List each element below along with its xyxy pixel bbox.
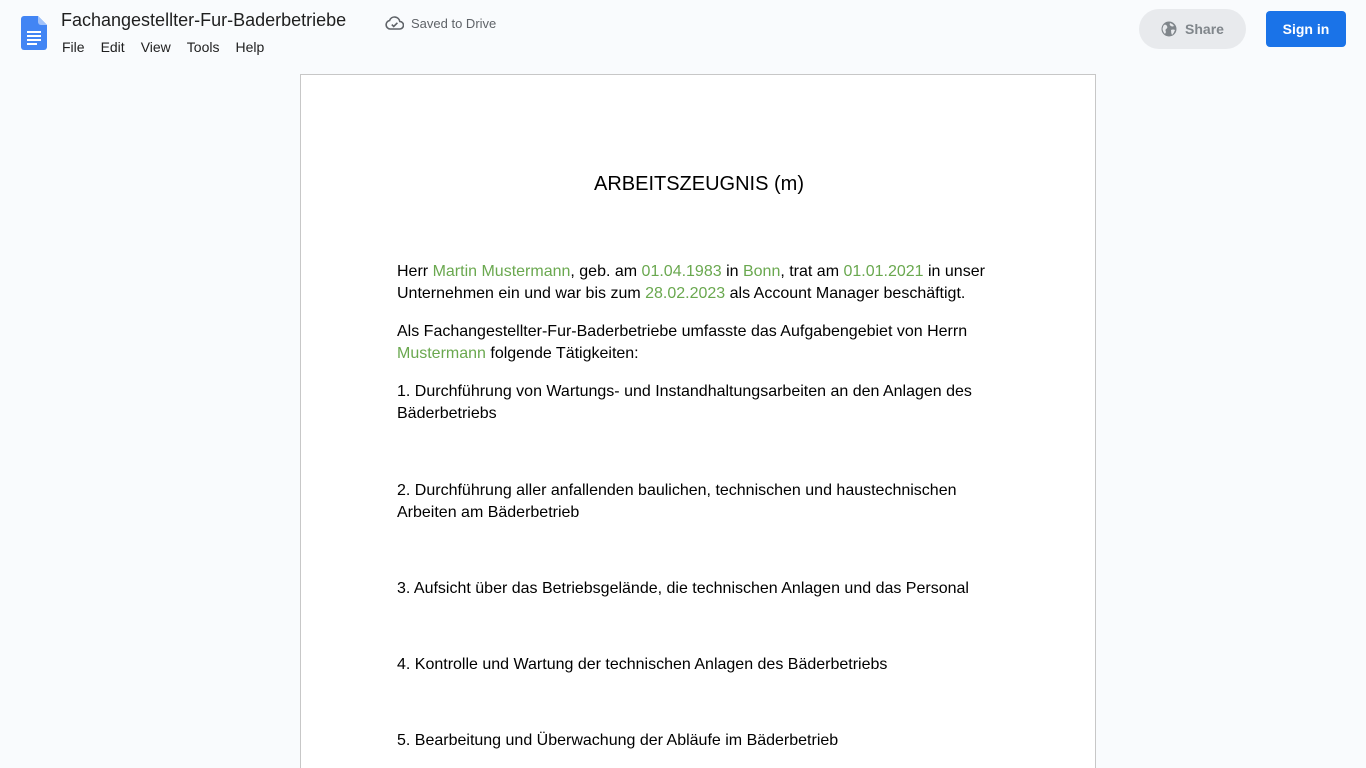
text-run: Herr — [397, 263, 433, 280]
globe-icon — [1161, 21, 1177, 37]
placeholder-birth-date: 01.04.1983 — [641, 263, 722, 280]
duty-item: 5. Bearbeitung und Überwachung der Abläufe im Bäderbetrieb — [397, 732, 839, 749]
document-page[interactable] — [300, 74, 1096, 768]
duty-item: 3. Aufsicht über das Betriebsgelände, die technischen Anlagen und das Personal — [397, 580, 969, 597]
intro-paragraph — [397, 261, 1001, 305]
menu-view[interactable]: View — [140, 39, 171, 55]
save-status-label: Saved to Drive — [411, 15, 497, 31]
menu-tools[interactable]: Tools — [186, 39, 220, 55]
sign-in-button[interactable]: Sign in — [1266, 11, 1346, 47]
placeholder-start-date: 01.01.2021 — [843, 263, 924, 280]
document-heading: ARBEITSZEUGNIS (m) — [593, 173, 804, 195]
save-status[interactable] — [385, 14, 496, 32]
text-run: Als Fachangestellter-Fur-Baderbetriebe umfasste das Aufgabengebiet von Herrn — [397, 323, 968, 340]
text-run: in unser Unternehmen ein und war bis zum — [397, 263, 985, 302]
placeholder-birth-place: Bonn — [742, 263, 781, 280]
cloud-done-icon — [385, 16, 404, 30]
share-button[interactable] — [1139, 9, 1246, 49]
placeholder-end-date: 28.02.2023 — [645, 285, 726, 302]
menu-file[interactable]: File — [62, 39, 85, 55]
app-header — [0, 0, 1366, 64]
placeholder-name: Martin Mustermann — [432, 263, 571, 280]
duty-item: 2. Durchführung aller anfallenden baulichen, technischen und haustechnischen Arbeiten am Bäderbetrieb — [397, 482, 957, 521]
placeholder-surname: Mustermann — [397, 345, 486, 362]
menu-bar — [54, 37, 272, 57]
menu-edit[interactable]: Edit — [100, 39, 125, 55]
docs-logo-icon[interactable] — [21, 16, 47, 50]
duties-intro-paragraph — [397, 321, 1001, 365]
text-run: als Account Manager beschäftigt. — [725, 285, 966, 302]
text-run: , trat am — [780, 263, 844, 280]
text-run: folgende Tätigkeiten: — [485, 345, 639, 362]
document-title[interactable]: Fachangestellter-Fur-Baderbetriebe — [61, 10, 347, 30]
text-run: , geb. am — [570, 263, 642, 280]
share-label: Share — [1185, 21, 1224, 37]
menu-help[interactable]: Help — [235, 39, 265, 55]
duty-item: 1. Durchführung von Wartungs- und Instandhaltungsarbeiten an den Anlagen des Bäderbetriebs — [397, 383, 972, 422]
text-run: in — [721, 263, 743, 280]
duty-item: 4. Kontrolle und Wartung der technischen Anlagen des Bäderbetriebs — [397, 656, 888, 673]
